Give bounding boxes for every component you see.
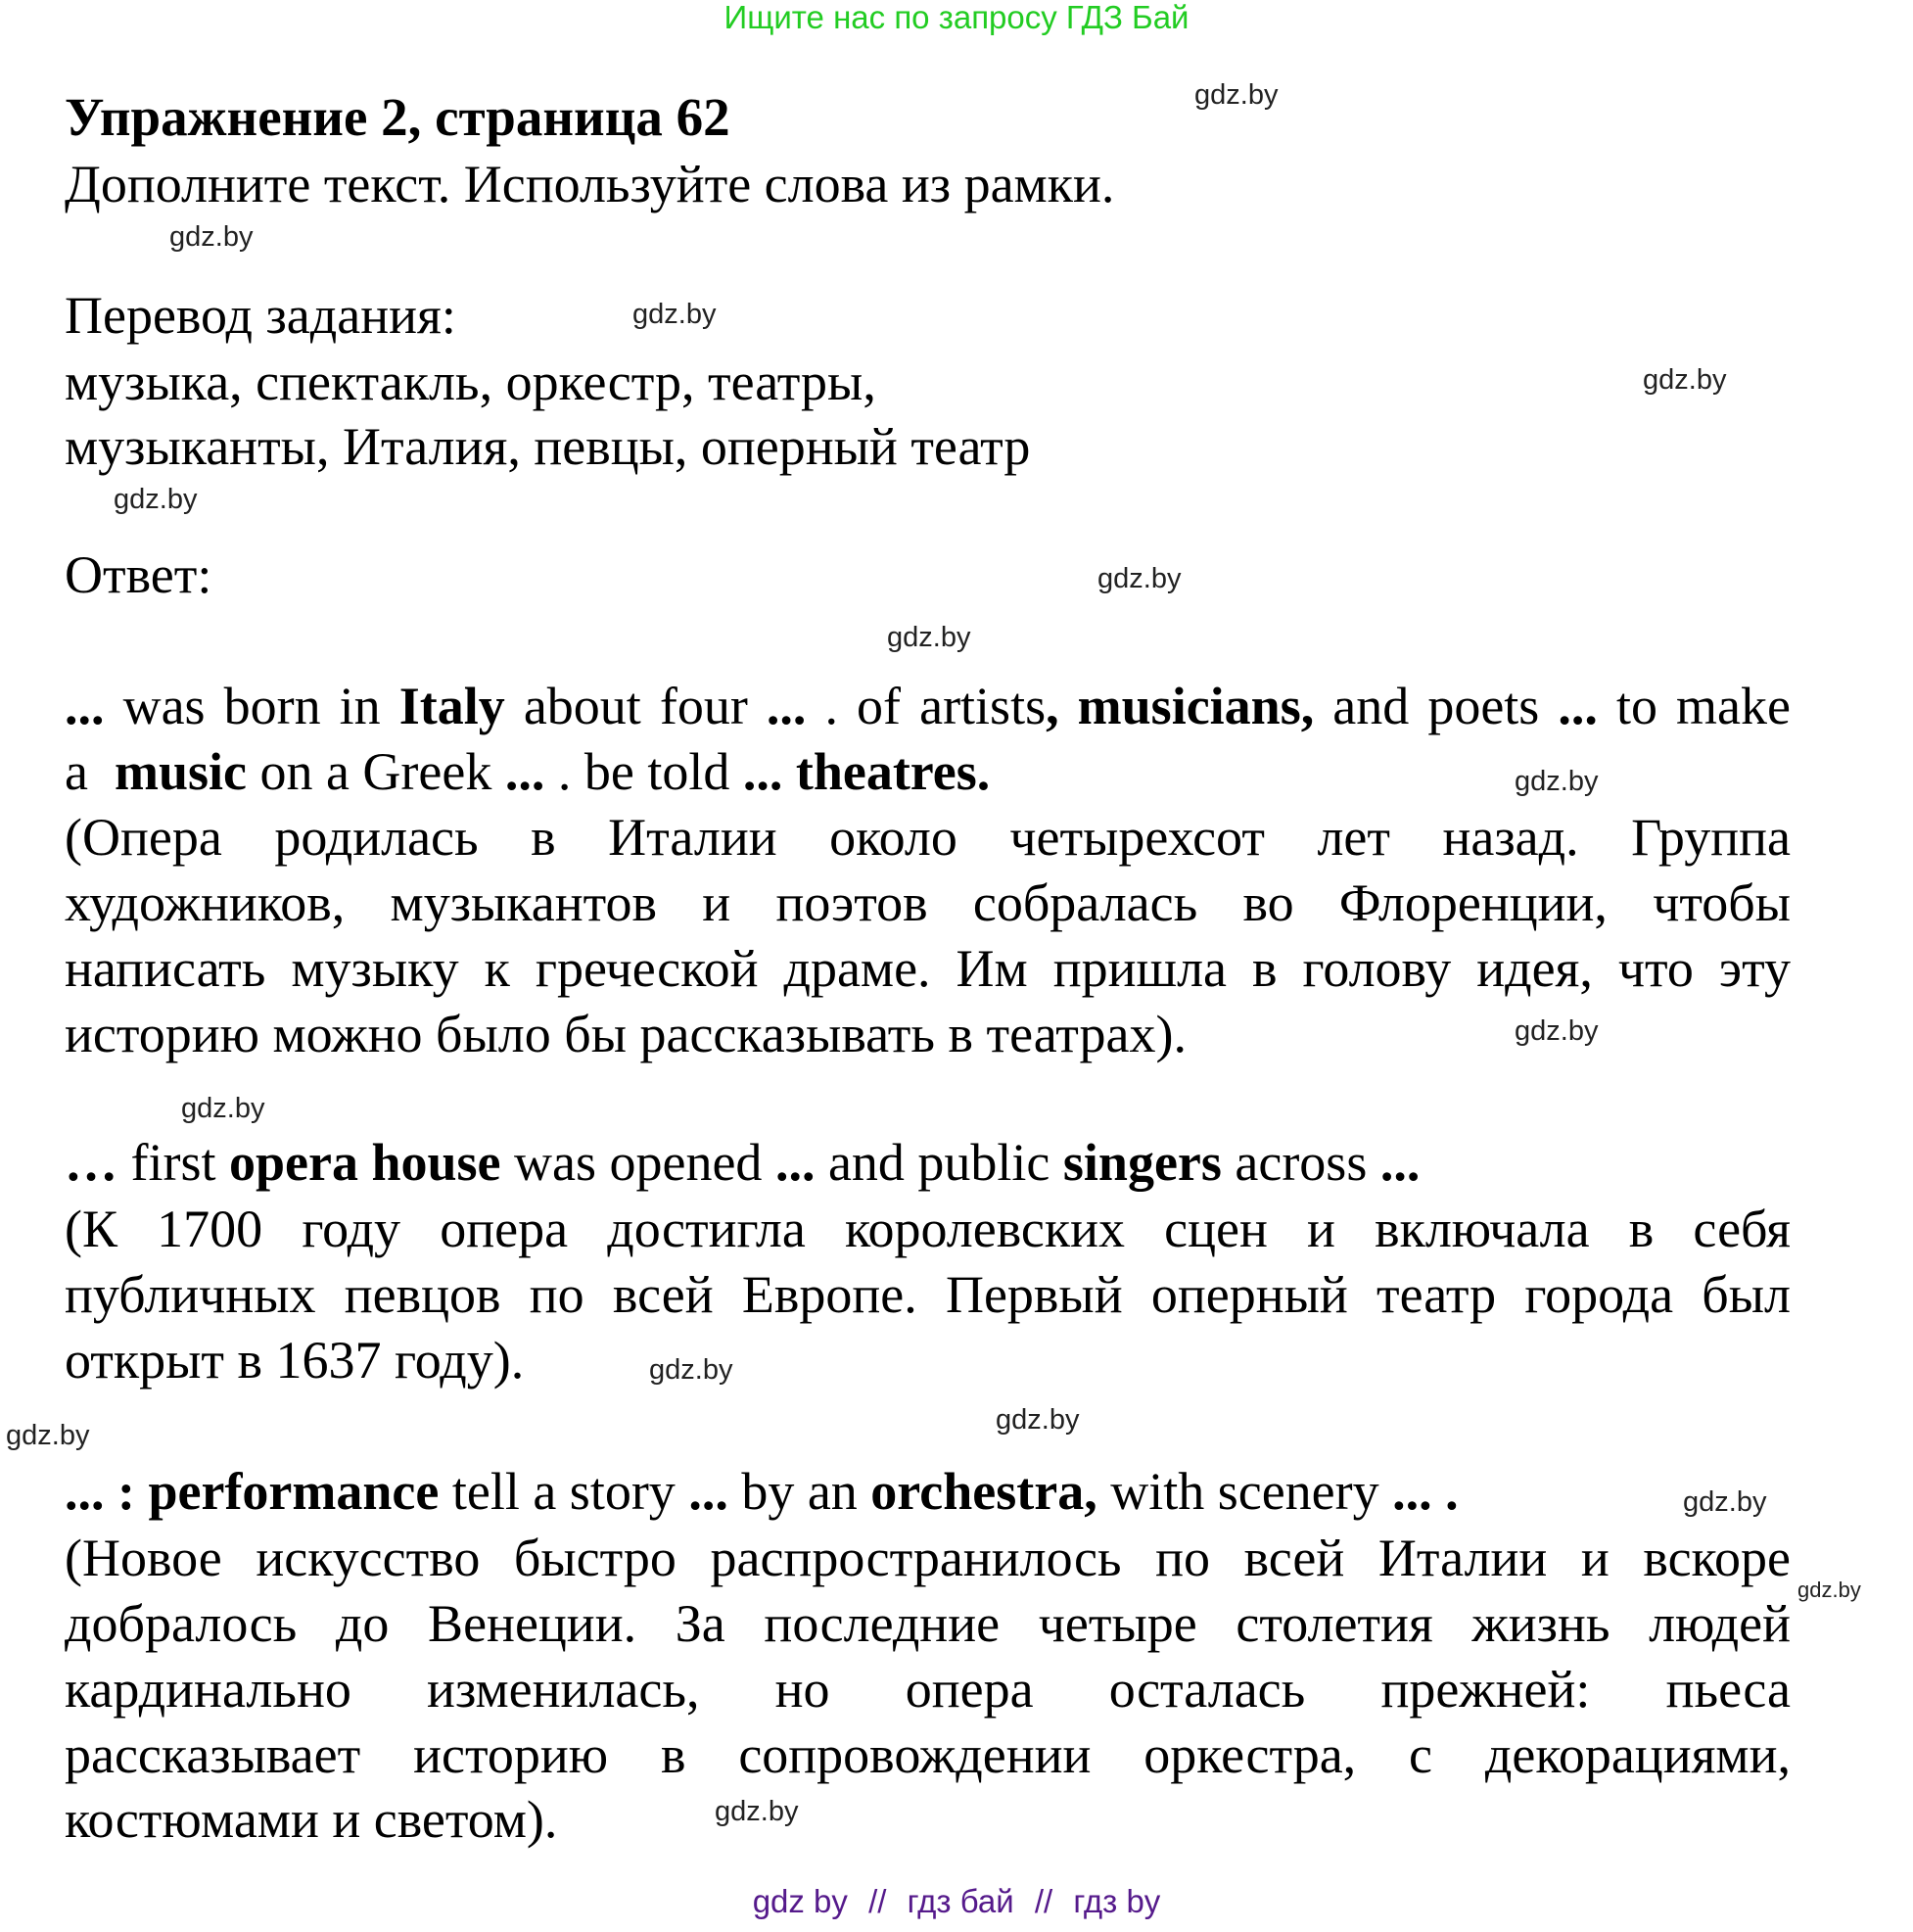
- watermark: gdz.by: [1683, 1486, 1767, 1518]
- answer-label: Ответ:: [65, 545, 212, 604]
- footer-link[interactable]: gdz by: [752, 1883, 848, 1919]
- russian-line: художников, музыкантов и поэтов собралась во Флоренции, чтобы: [65, 873, 1791, 932]
- text: by an: [727, 1462, 871, 1521]
- text: and poets: [1314, 677, 1559, 735]
- watermark: gdz.by: [6, 1420, 90, 1451]
- gap: ...: [65, 677, 105, 735]
- russian-line: добралось до Венеции. За последние четыре столетия жизнь людей: [65, 1594, 1791, 1653]
- text: and public: [815, 1133, 1063, 1192]
- russian-line: рассказывает историю в сопровождении оркестра, с декорациями,: [65, 1725, 1791, 1784]
- gap: ...: [766, 677, 807, 735]
- keyword: music: [114, 742, 247, 801]
- watermark: gdz.by: [169, 221, 254, 253]
- gap: ...: [1558, 677, 1598, 735]
- watermark: gdz.by: [1643, 364, 1727, 396]
- text: ... was born in: [65, 677, 399, 735]
- search-banner: Ищите нас по запросу ГДЗ Бай: [723, 0, 1190, 35]
- russian-line: историю можно было бы рассказывать в театрах).: [65, 1005, 1187, 1063]
- words-line: музыка, спектакль, оркестр, театры,: [65, 353, 876, 411]
- russian-line: открыт в 1637 году).: [65, 1331, 525, 1390]
- text: across: [1221, 1133, 1380, 1192]
- footer-separator: //: [1034, 1883, 1053, 1919]
- watermark: gdz.by: [649, 1354, 733, 1386]
- keyword: , musicians,: [1046, 677, 1315, 735]
- text: about four: [504, 677, 767, 735]
- russian-line: написать музыку к греческой драме. Им пришла в голову идея, что эту: [65, 939, 1791, 998]
- keyword: Italy: [398, 677, 505, 735]
- keyword: singers: [1062, 1133, 1222, 1192]
- gap: …: [65, 1133, 117, 1192]
- keyword: orchestra,: [870, 1462, 1097, 1521]
- gap: ...: [742, 742, 783, 801]
- words-line: музыканты, Италия, певцы, оперный театр: [65, 417, 1031, 476]
- russian-line: публичных певцов по всей Европе. Первый оперный театр города был: [65, 1265, 1791, 1324]
- text: [782, 742, 796, 801]
- russian-line: кардинально изменилась, но опера осталась прежней: пьеса: [65, 1660, 1791, 1719]
- text: a: [65, 742, 115, 801]
- gap: ...: [504, 742, 545, 801]
- watermark: gdz.by: [996, 1404, 1080, 1436]
- gap: ...: [1379, 1133, 1421, 1192]
- footer-link[interactable]: гдз by: [1073, 1883, 1161, 1919]
- watermark: gdz.by: [114, 484, 198, 515]
- watermark: gdz.by: [1797, 1578, 1861, 1602]
- footer-separator: //: [868, 1883, 887, 1919]
- watermark: gdz.by: [715, 1796, 799, 1827]
- task-text: Дополните текст. Используйте слова из рамки.: [65, 155, 1115, 213]
- text: . of artists: [806, 677, 1047, 735]
- russian-line: (Новое искусство быстро распространилось по всей Италии и вскоре: [65, 1529, 1791, 1587]
- russian-line: костюмами и светом).: [65, 1790, 558, 1849]
- keyword: ... : performance: [65, 1462, 440, 1521]
- watermark: gdz.by: [1194, 79, 1279, 111]
- text: was opened: [500, 1133, 775, 1192]
- watermark: gdz.by: [632, 299, 717, 330]
- keyword: opera house: [229, 1133, 501, 1192]
- watermark: gdz.by: [1515, 1015, 1599, 1047]
- text: to make: [1597, 677, 1791, 735]
- footer-link[interactable]: гдз бай: [907, 1883, 1014, 1919]
- russian-line: (Опера родилась в Италии около четырехсот лет назад. Группа: [65, 808, 1791, 867]
- keyword: theatres.: [795, 742, 991, 801]
- page-title: Упражнение 2, страница 62: [65, 87, 730, 147]
- watermark: gdz.by: [181, 1093, 265, 1124]
- english-line: [65, 1459, 1459, 1525]
- gap: ...: [774, 1133, 816, 1192]
- text: . be told: [544, 742, 743, 801]
- footer-links: [0, 1882, 1913, 1921]
- gap: ... .: [1392, 1462, 1459, 1521]
- russian-line: (К 1700 году опера достигла королевских сцен и включала в себя: [65, 1200, 1791, 1258]
- gap: ...: [688, 1462, 728, 1521]
- watermark: gdz.by: [1515, 766, 1599, 797]
- text: on a Greek: [246, 742, 505, 801]
- text: first: [117, 1133, 229, 1192]
- text: tell a story: [439, 1462, 689, 1521]
- text: with scenery: [1096, 1462, 1393, 1521]
- watermark: gdz.by: [1097, 563, 1182, 594]
- watermark: gdz.by: [887, 622, 971, 653]
- english-line: [65, 674, 1791, 739]
- english-line: [65, 739, 990, 805]
- translation-label: Перевод задания:: [65, 286, 456, 345]
- english-line: [65, 1130, 1420, 1196]
